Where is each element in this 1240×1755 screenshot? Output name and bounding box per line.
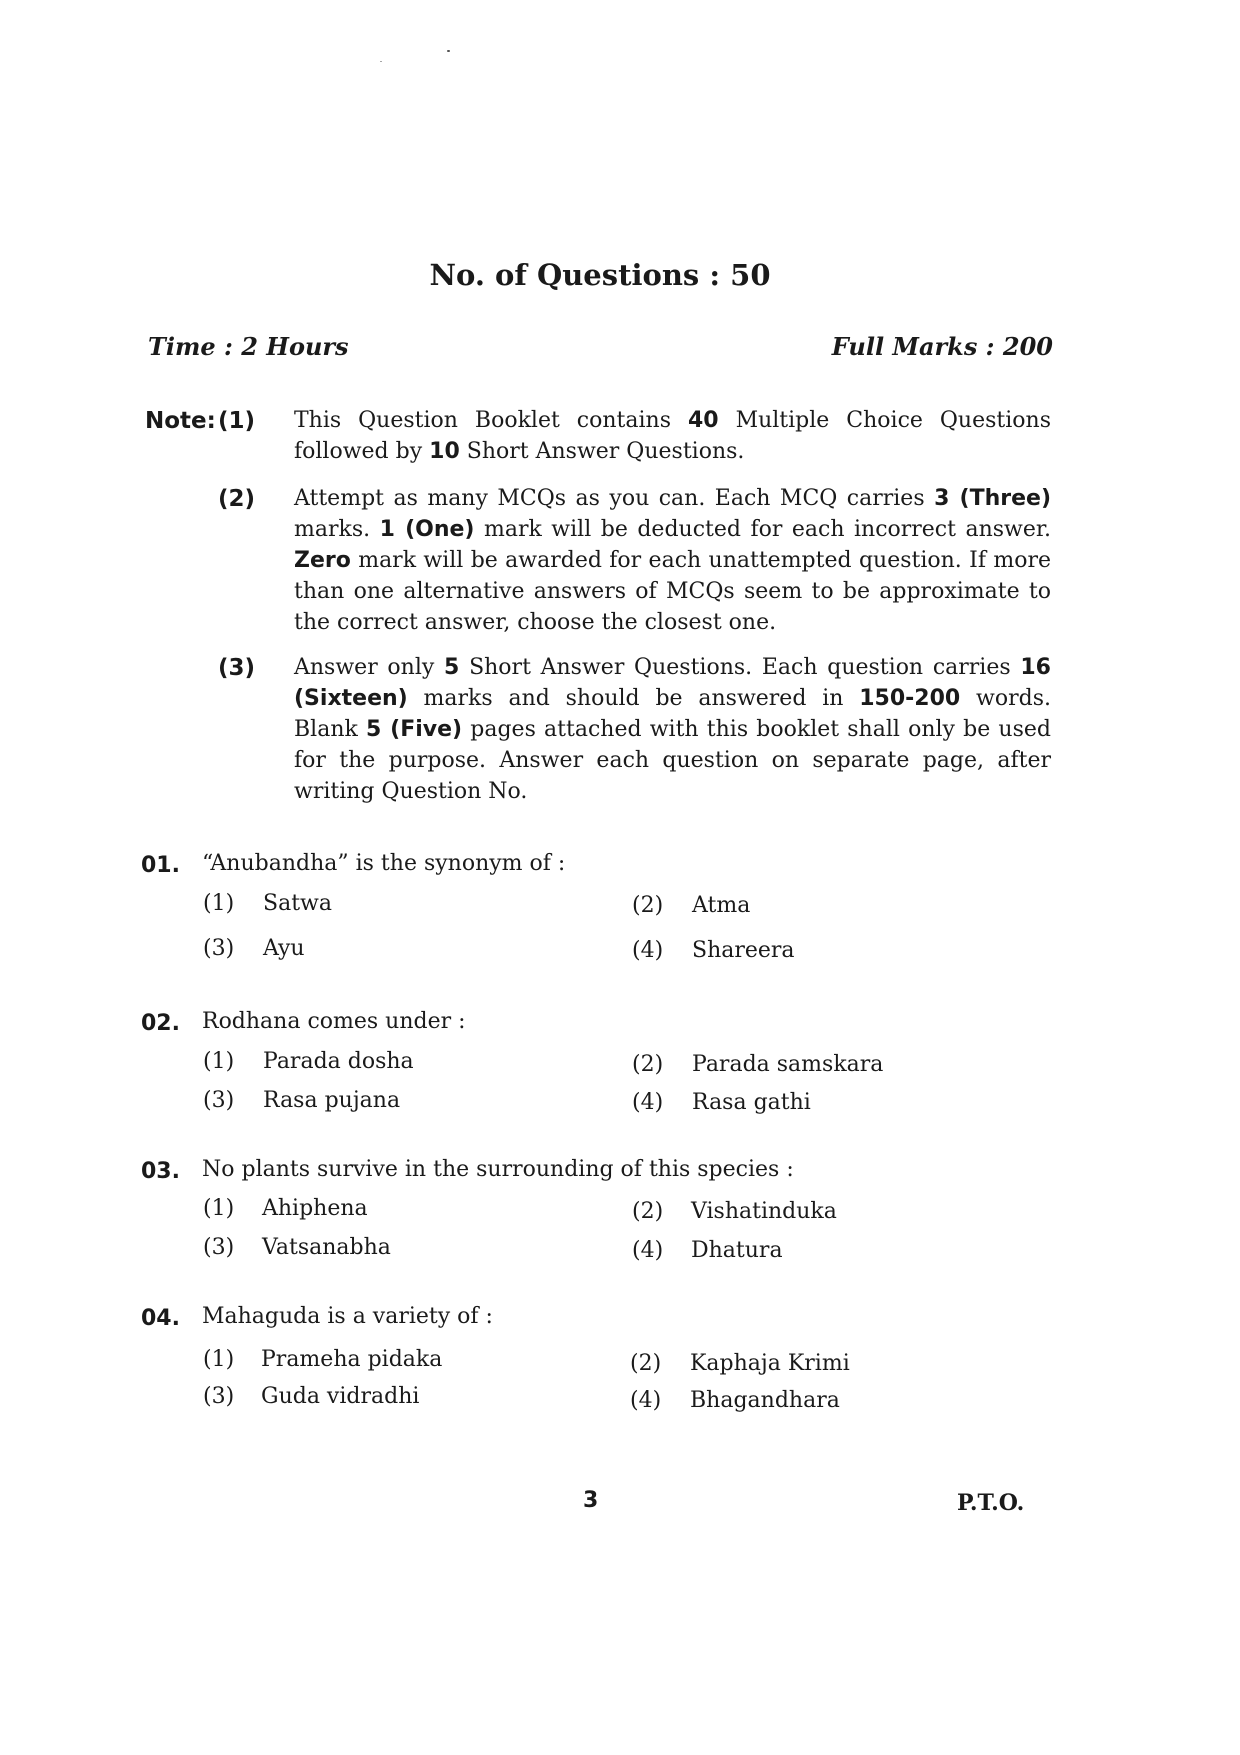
- note-run: marks and should be answered in: [407, 686, 860, 711]
- option-number: (2): [632, 1052, 664, 1077]
- option-text: Rasa gathi: [692, 1090, 811, 1115]
- option-number: (3): [203, 936, 235, 961]
- option-text: Vatsanabha: [262, 1235, 391, 1260]
- option-number: (4): [632, 1090, 664, 1115]
- option-number: (4): [632, 938, 664, 963]
- full-marks: Full Marks : 200: [831, 332, 1053, 361]
- note-text: [294, 652, 1051, 807]
- note-emphasis: 10: [429, 439, 460, 464]
- option-text: Bhagandhara: [690, 1388, 840, 1413]
- option-text: Parada dosha: [263, 1049, 414, 1074]
- note-run: mark will be deducted for each incorrect answer.: [474, 517, 1051, 542]
- note-number: (1): [218, 408, 256, 434]
- note-label: Note:: [145, 408, 216, 434]
- question-number: 02.: [141, 1011, 180, 1036]
- question-text: Mahaguda is a variety of :: [202, 1304, 493, 1329]
- option-number: (4): [632, 1238, 664, 1263]
- option-number: (3): [203, 1088, 235, 1113]
- note-emphasis: 1 (One): [379, 517, 475, 542]
- note-emphasis: 40: [687, 408, 719, 433]
- option-text: Vishatinduka: [691, 1199, 837, 1224]
- note-text: [294, 483, 1051, 638]
- option-text: Shareera: [692, 938, 795, 963]
- option-text: Atma: [692, 893, 751, 918]
- note-run: Multiple Choice Questions followed by: [294, 408, 1051, 464]
- note-emphasis: 16 (Sixteen): [294, 655, 1051, 711]
- scan-speck: [380, 61, 382, 62]
- option-text: Dhatura: [691, 1238, 783, 1263]
- option-number: (4): [630, 1388, 662, 1413]
- option-number: (2): [630, 1351, 662, 1376]
- question-number: 01.: [141, 853, 180, 878]
- option-number: (2): [632, 893, 664, 918]
- note-emphasis: 3 (Three): [934, 486, 1052, 511]
- scan-speck: [447, 50, 450, 52]
- note-run: Short Answer Questions.: [459, 439, 745, 464]
- note-run: pages attached with this booklet shall only be used for the purpose. Answer each question on separate page, after writing Question No.: [294, 717, 1051, 804]
- question-text: No plants survive in the surrounding of this species :: [202, 1157, 794, 1182]
- option-number: (2): [632, 1199, 664, 1224]
- option-number: (1): [203, 1049, 235, 1074]
- question-number: 03.: [141, 1159, 180, 1184]
- note-run: Short Answer Questions. Each question carries: [459, 655, 1021, 680]
- option-number: (1): [203, 891, 235, 916]
- question-number: 04.: [141, 1306, 180, 1331]
- page-title: No. of Questions : 50: [429, 258, 771, 292]
- option-number: (1): [203, 1347, 235, 1372]
- time-allowed: Time : 2 Hours: [148, 332, 349, 361]
- option-number: (3): [203, 1235, 235, 1260]
- pto-label: P.T.O.: [957, 1490, 1025, 1516]
- option-number: (3): [203, 1384, 235, 1409]
- note-emphasis: Zero: [294, 548, 351, 573]
- option-text: Ayu: [263, 936, 305, 961]
- option-text: Kaphaja Krimi: [690, 1351, 850, 1376]
- note-text: [294, 405, 1051, 467]
- page-number: 3: [583, 1488, 599, 1513]
- note-run: marks.: [294, 517, 380, 542]
- option-text: Satwa: [263, 891, 332, 916]
- note-run: words. Blank: [294, 686, 1052, 742]
- note-number: (2): [218, 486, 256, 512]
- note-run: mark will be awarded for each unattempted question. If more than one alternative answers of MCQs seem to be approximate to the correct answer, choose the closest one.: [294, 548, 1051, 635]
- note-emphasis: 5 (Five): [366, 717, 463, 742]
- option-text: Prameha pidaka: [261, 1347, 443, 1372]
- option-text: Ahiphena: [262, 1196, 368, 1221]
- note-run: Attempt as many MCQs as you can. Each MCQ carries: [294, 486, 935, 511]
- option-text: Rasa pujana: [263, 1088, 401, 1113]
- note-number: (3): [218, 655, 256, 681]
- option-text: Guda vidradhi: [261, 1384, 420, 1409]
- question-text: Rodhana comes under :: [202, 1009, 466, 1034]
- option-number: (1): [203, 1196, 235, 1221]
- question-text: “Anubandha” is the synonym of :: [202, 851, 566, 876]
- note-run: This Question Booklet contains: [294, 408, 688, 433]
- note-emphasis: 150-200: [859, 686, 961, 711]
- note-emphasis: 5: [444, 655, 460, 680]
- option-text: Parada samskara: [692, 1052, 884, 1077]
- note-run: Answer only: [294, 655, 445, 680]
